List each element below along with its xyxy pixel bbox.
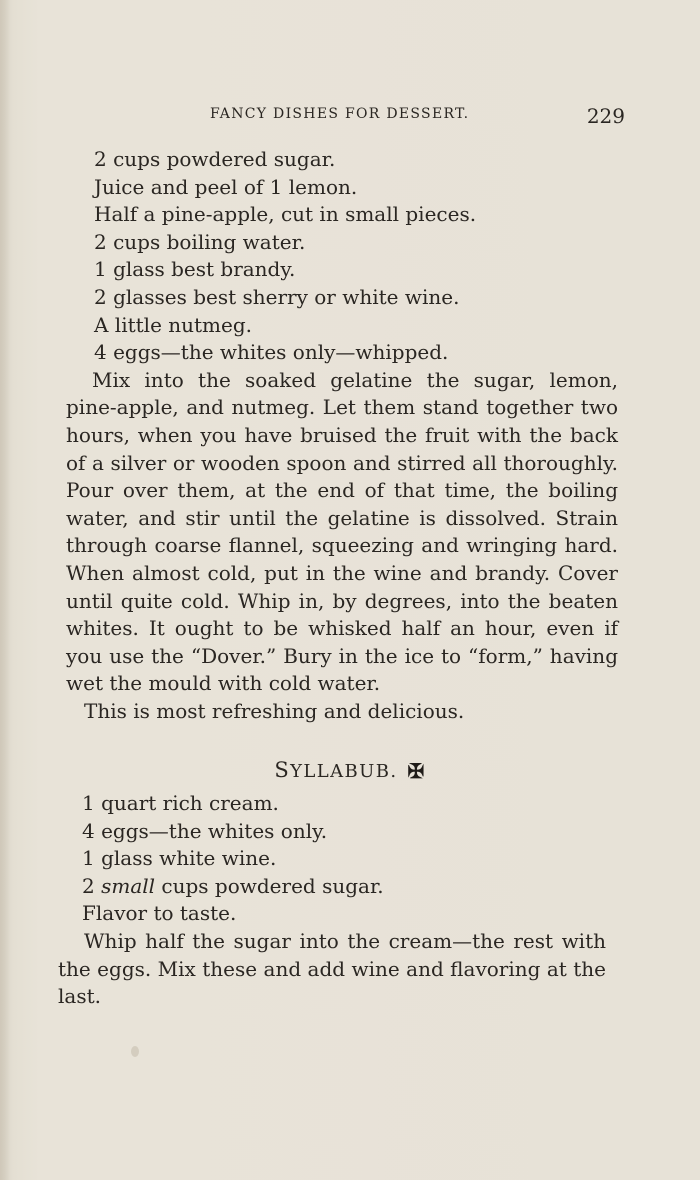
ingredient-line: 2 cups powdered sugar.: [94, 147, 336, 171]
ingredient-line: A little nutmeg.: [94, 312, 253, 337]
ingredient-line: 2 small cups powdered sugar.: [82, 873, 384, 898]
emphasis-small: small: [101, 873, 156, 898]
page-number: 229: [586, 104, 625, 128]
ingredient-line: 1 quart rich cream.: [82, 791, 279, 815]
running-head: FANCY DISHES FOR DESSERT.: [210, 106, 470, 122]
ingredient-line: Half a pine-apple, cut in small pieces.: [94, 202, 477, 227]
ingredient-list: [0, 146, 700, 725]
ingredient-line: Juice and peel of 1 lemon.: [94, 174, 358, 199]
paper-speck: [131, 1046, 139, 1057]
syllabub-ingredient-list: [0, 790, 700, 1011]
page-header: [0, 104, 700, 130]
instructions-paragraph: Mix into the soaked gelatine the sugar, lemon, pine-apple, and nutmeg. Let them stand together two hours, when you have bruised the fruit with the back of a silver or wooden spoon and stirred all thoroughly. Pour over them, at the end of that time, the boiling water, and stir until the gelatine is dissolved. Strain through coarse flannel, squeezing and wringing hard. When almost cold, put in the wine and brandy. Cover until quite cold. Whip in, by degrees, into the beaten whites. It ought to be whisked half an hour, even if you use the “Dover.” Bury in the ice to “form,” having wet the mould with cold water.: [66, 367, 618, 696]
ingredient-line: 2 cups boiling water.: [94, 229, 306, 254]
ingredient-line: 4 eggs—the whites only—whipped.: [94, 340, 449, 365]
title-initial: S: [274, 758, 291, 782]
ingredient-line: Flavor to taste.: [82, 901, 237, 926]
closing-note: This is most refreshing and delicious.: [84, 698, 465, 723]
ingredient-line: 2 glasses best sherry or white wine.: [94, 284, 460, 309]
recipe-title: [0, 758, 700, 783]
title-rest: YLLABUB.: [290, 761, 398, 782]
ingredient-line: 1 glass best brandy.: [94, 257, 296, 282]
ingredient-line: 1 glass white wine.: [82, 846, 277, 871]
cross-mark-icon: ✠: [407, 759, 426, 783]
syllabub-instructions: Whip half the sugar into the cream—the rest with the eggs. Mix these and add wine and flavoring at the last.: [58, 928, 606, 1009]
ingredient-line: 4 eggs—the whites only.: [82, 818, 328, 843]
